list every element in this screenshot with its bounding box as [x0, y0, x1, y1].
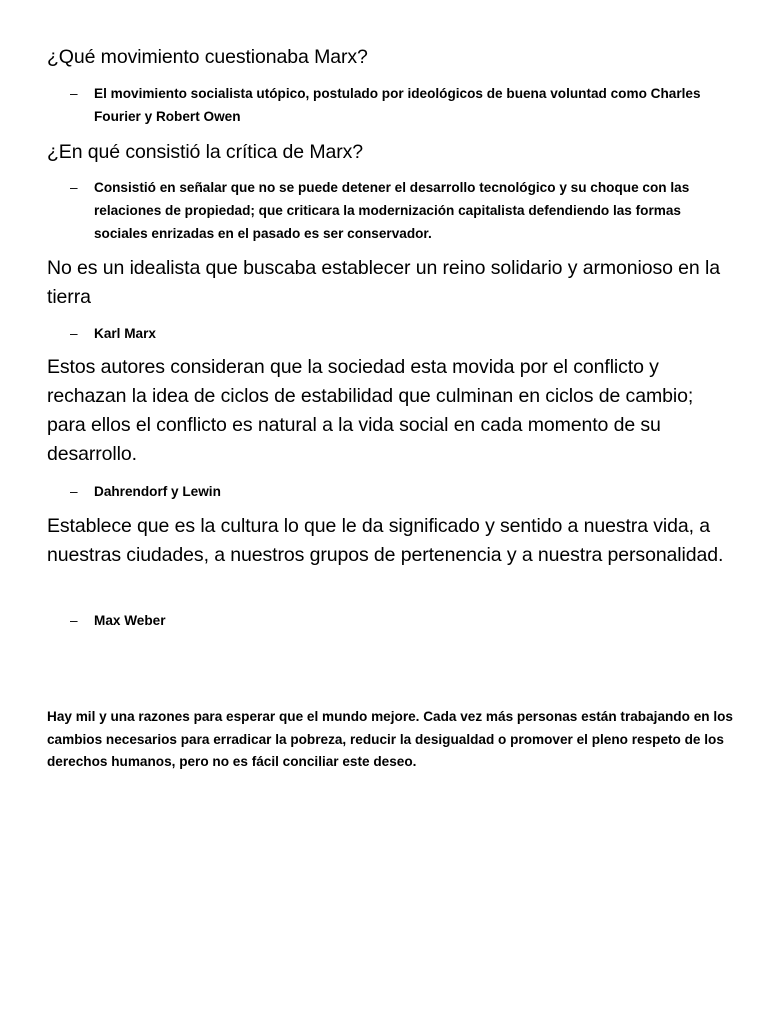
- dash-bullet: –: [70, 613, 78, 628]
- statement-heading-culture: Establece que es la cultura lo que le da significado y sentido a nuestra vida, a nuestras ciudades, a nuestros grupos de pertenencia y a nuestra personalidad.: [47, 515, 724, 566]
- answer-text: Max Weber: [94, 613, 166, 628]
- answer-item-karl-marx: [70, 322, 725, 345]
- answer-item-dahrendorf-lewin: [70, 480, 725, 503]
- dash-bullet: –: [70, 484, 78, 499]
- statement-heading-idealist: No es un idealista que buscaba establecer un reino solidario y armonioso en la tierra: [47, 257, 720, 308]
- dash-bullet: –: [70, 180, 78, 195]
- closing-paragraph: Hay mil y una razones para esperar que el mundo mejore. Cada vez más personas están trabajando en los cambios necesarios para erradicar la pobreza, reducir la desigualdad o promover el pleno respeto de los derechos humanos, pero no es fácil conciliar este deseo.: [47, 709, 733, 769]
- answer-item-marx-movement: [70, 82, 725, 128]
- statement-heading-conflict: Estos autores consideran que la sociedad esta movida por el conflicto y rechazan la idea de ciclos de estabilidad que culminan en ciclos de cambio; para ellos el conflicto es natural a la vida social en cada momento de su desarrollo.: [47, 356, 694, 465]
- dash-bullet: –: [70, 326, 78, 341]
- answer-item-max-weber: [70, 609, 725, 632]
- answer-item-marx-critique: [70, 176, 725, 245]
- answer-text: Karl Marx: [94, 326, 156, 341]
- answer-text: El movimiento socialista utópico, postulado por ideológicos de buena voluntad como Charles Fourier y Robert Owen: [94, 86, 701, 124]
- answer-text: Consistió en señalar que no se puede detener el desarrollo tecnológico y su choque con las relaciones de propiedad; que criticara la modernización capitalista defendiendo las formas sociales enrizadas en el pasado es ser conservador.: [94, 180, 690, 241]
- question-heading-marx-movement: ¿Qué movimiento cuestionaba Marx?: [47, 46, 368, 68]
- question-heading-marx-critique: ¿En qué consistió la crítica de Marx?: [47, 141, 364, 163]
- answer-text: Dahrendorf y Lewin: [94, 484, 221, 499]
- dash-bullet: –: [70, 86, 78, 101]
